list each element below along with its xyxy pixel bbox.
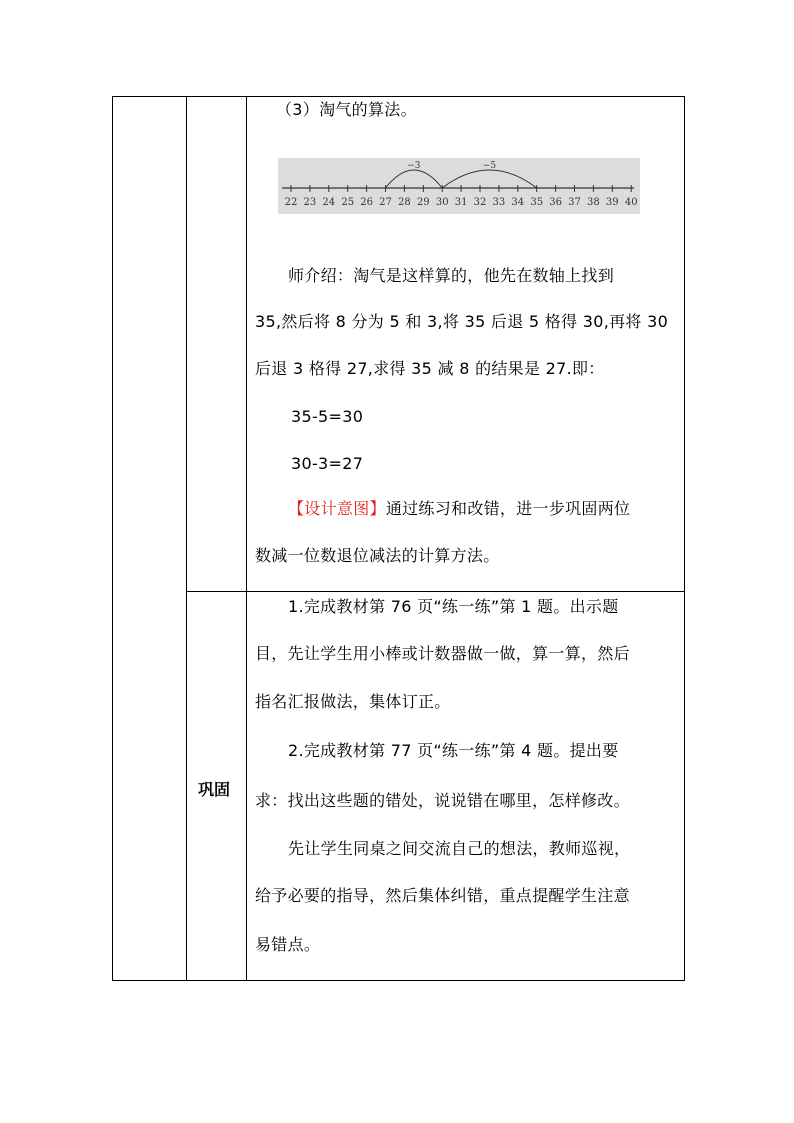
number-line-tick-label: 35 bbox=[530, 197, 544, 208]
number-line-tick-label: 30 bbox=[435, 197, 449, 208]
practice-line-4: 2.完成教材第 77 页“练一练”第 4 题。提出要 bbox=[288, 741, 619, 760]
number-line-tick-label: 33 bbox=[492, 197, 506, 208]
section-heading: （3）淘气的算法。 bbox=[276, 100, 417, 119]
table-left-border bbox=[112, 96, 113, 981]
table-bottom-border bbox=[112, 980, 685, 981]
number-line-tick-label: 36 bbox=[549, 197, 562, 208]
design-intent-tag: 【设计意图】 bbox=[288, 499, 386, 518]
design-intent-line-2: 数减一位数退位减法的计算方法。 bbox=[255, 546, 500, 565]
number-line-jump-arc bbox=[386, 170, 443, 188]
practice-line-3: 指名汇报做法，集体订正。 bbox=[255, 692, 451, 711]
number-line-tick-label: 23 bbox=[303, 197, 317, 208]
number-line-tick-label: 27 bbox=[379, 197, 392, 208]
number-line-jump-label: −3 bbox=[407, 161, 421, 171]
number-line-tick-label: 24 bbox=[322, 197, 336, 208]
column-divider-1 bbox=[186, 96, 187, 981]
column-divider-2 bbox=[246, 96, 247, 981]
practice-line-8: 易错点。 bbox=[255, 935, 321, 954]
equation-2: 30-3=27 bbox=[291, 454, 364, 473]
practice-line-1: 1.完成教材第 76 页“练一练”第 1 题。出示题 bbox=[288, 597, 619, 616]
practice-line-7: 给予必要的指导，然后集体纠错，重点提醒学生注意 bbox=[255, 886, 630, 905]
equation-1: 35-5=30 bbox=[291, 407, 364, 426]
design-intent-line-1 bbox=[288, 499, 630, 519]
number-line-jump-arc bbox=[442, 170, 537, 188]
practice-line-2: 目，先让学生用小棒或计数器做一做，算一算，然后 bbox=[255, 644, 630, 663]
number-line-tick-label: 28 bbox=[398, 197, 411, 208]
practice-line-6: 先让学生同桌之间交流自己的想法，教师巡视， bbox=[288, 839, 631, 858]
number-line-tick-label: 31 bbox=[454, 197, 468, 208]
number-line-tick-label: 40 bbox=[624, 197, 638, 208]
number-line-tick-label: 38 bbox=[587, 197, 600, 208]
table-top-border bbox=[112, 96, 685, 97]
intro-line-2: 35,然后将 8 分为 5 和 3,将 35 后退 5 格得 30,再将 30 bbox=[255, 312, 669, 331]
practice-line-5: 求：找出这些题的错处，说说错在哪里，怎样修改。 bbox=[255, 791, 630, 810]
number-line-tick-label: 32 bbox=[473, 197, 487, 208]
number-line-tick-label: 26 bbox=[360, 197, 373, 208]
number-line-tick-label: 34 bbox=[511, 197, 525, 208]
number-line-tick-label: 25 bbox=[341, 197, 355, 208]
number-line bbox=[278, 158, 640, 214]
number-line-tick-label: 39 bbox=[605, 197, 619, 208]
row-divider bbox=[186, 591, 685, 592]
number-line-image bbox=[278, 158, 640, 214]
row-label-consolidate: 巩固 bbox=[198, 780, 231, 799]
number-line-tick-label: 22 bbox=[284, 197, 298, 208]
number-line-tick-label: 37 bbox=[568, 197, 581, 208]
intro-line-3: 后退 3 格得 27,求得 35 减 8 的结果是 27.即： bbox=[255, 359, 605, 378]
design-intent-text: 通过练习和改错，进一步巩固两位 bbox=[385, 499, 631, 518]
number-line-jump-label: −5 bbox=[482, 161, 497, 171]
table-right-border bbox=[684, 96, 685, 981]
number-line-tick-label: 29 bbox=[416, 197, 430, 208]
intro-line-1: 师介绍：淘气是这样算的，他先在数轴上找到 bbox=[288, 266, 615, 285]
